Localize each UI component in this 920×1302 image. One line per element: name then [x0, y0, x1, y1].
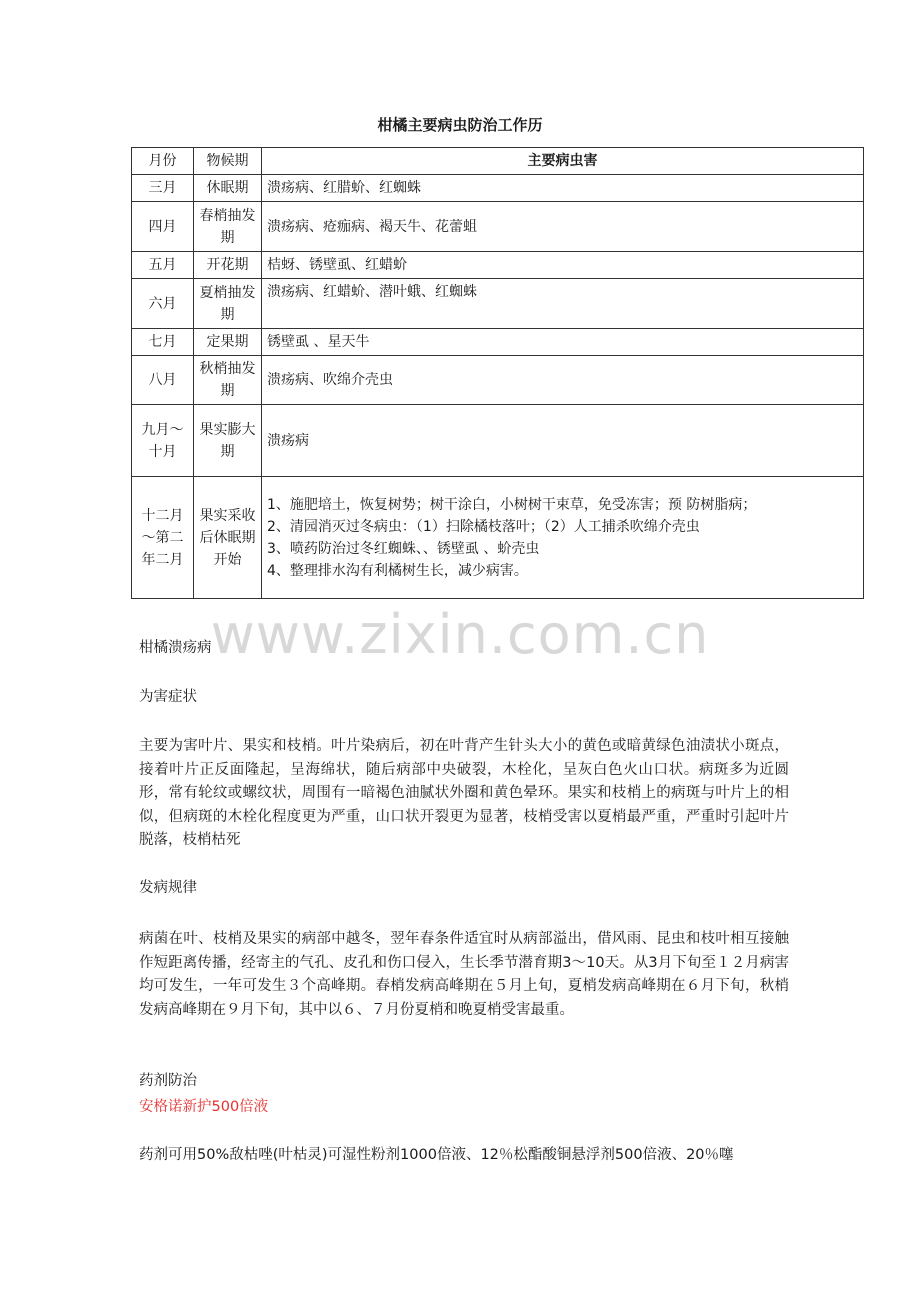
control-paragraph: 药剂可用50%敌枯唑(叶枯灵)可湿性粉剂1000倍液、12％松酯酸铜悬浮剂500倍液、20％噻 [139, 1147, 734, 1163]
pests-cell: 桔蚜、锈壁虱、红蜡蚧 [262, 252, 864, 279]
pest-calendar-table [131, 147, 864, 599]
pests-cell: 溃疡病、疮痂病、褐天牛、花蕾蛆 [262, 202, 864, 252]
watermark: www.zixin.com.cn [210, 603, 710, 666]
header-pests: 主要病虫害 [262, 148, 864, 175]
table-header-row [132, 148, 864, 175]
pattern-paragraph: 病菌在叶、枝梢及果实的病部中越冬，翌年春条件适宜时从病部溢出，借风雨、昆虫和枝叶相互接触作短距离传播，经寄主的气孔、皮孔和伤口侵入，生长季节潜育期3～10天。从3月下旬至１２月病害均可发生，一年可发生３个高峰期。春梢发病高峰期在５月上旬，夏梢发病高峰期在６月下旬，秋梢发病高峰期在９月下旬，其中以６、７月份夏梢和晚夏梢受害最重。 [139, 931, 789, 1018]
month-cell: 三月 [132, 175, 194, 202]
table-row [132, 329, 864, 356]
table-row [132, 252, 864, 279]
month-cell: 八月 [132, 356, 194, 405]
plan-line: 2、清园消灭过冬病虫：（1）扫除橘枝落叶；（2）人工捕杀吹绵介壳虫 [267, 518, 700, 535]
phenology-cell: 果实采收后休眠期开始 [194, 477, 262, 599]
plan-line: 4、整理排水沟有利橘树生长，减少病害。 [267, 562, 528, 579]
pattern-heading: 发病规律 [139, 880, 197, 896]
phenology-cell: 春梢抽发期 [194, 202, 262, 252]
table-row [132, 202, 864, 252]
product-line: 安格诺新护500倍液 [139, 1099, 269, 1115]
article-heading: 柑橘溃疡病 [139, 640, 212, 656]
table-row [132, 477, 864, 599]
pests-cell: 溃疡病 [262, 405, 864, 477]
table-row [132, 175, 864, 202]
pests-cell: 溃疡病、红蜡蚧、潜叶蛾、红蜘蛛 [262, 279, 864, 329]
phenology-cell: 开花期 [194, 252, 262, 279]
plan-line: 1、施肥培土，恢复树势；树干涂白，小树树干束草，免受冻害；预 防树脂病； [267, 496, 757, 513]
phenology-cell: 定果期 [194, 329, 262, 356]
month-cell: 九月～十月 [132, 405, 194, 477]
table-row [132, 405, 864, 477]
symptom-heading: 为害症状 [139, 689, 197, 705]
table-row [132, 356, 864, 405]
control-heading: 药剂防治 [139, 1073, 197, 1089]
month-cell: 六月 [132, 279, 194, 329]
phenology-cell: 果实膨大期 [194, 405, 262, 477]
month-cell: 十二月～第二年二月 [132, 477, 194, 599]
pests-cell: 溃疡病、吹绵介壳虫 [262, 356, 864, 405]
month-cell: 七月 [132, 329, 194, 356]
header-phenology: 物候期 [194, 148, 262, 175]
phenology-cell: 秋梢抽发期 [194, 356, 262, 405]
month-cell: 四月 [132, 202, 194, 252]
plan-cell [262, 477, 864, 599]
phenology-cell: 夏梢抽发期 [194, 279, 262, 329]
header-month: 月份 [132, 148, 194, 175]
plan-line: 3、喷药防治过冬红蜘蛛、、锈壁虱 、蚧壳虫 [267, 540, 540, 557]
pests-cell: 溃疡病、红腊蚧、红蜘蛛 [262, 175, 864, 202]
symptom-paragraph: 主要为害叶片、果实和枝梢。叶片染病后，初在叶背产生针头大小的黄色或暗黄绿色油渍状小斑点，接着叶片正反面隆起，呈海绵状，随后病部中央破裂，木栓化，呈灰白色火山口状。病斑多为近圆形，常有轮纹或螺纹状，周围有一暗褐色油腻状外圈和黄色晕环。果实和枝梢上的病斑与叶片上的相似，但病斑的木栓化程度更为严重，山口状开裂更为显著，枝梢受害以夏梢最严重，严重时引起叶片脱落，枝梢枯死 [139, 738, 789, 848]
phenology-cell: 休眠期 [194, 175, 262, 202]
pests-cell: 锈壁虱 、星天牛 [262, 329, 864, 356]
month-cell: 五月 [132, 252, 194, 279]
table-row [132, 279, 864, 329]
page-title: 柑橘主要病虫防治工作历 [377, 116, 543, 134]
